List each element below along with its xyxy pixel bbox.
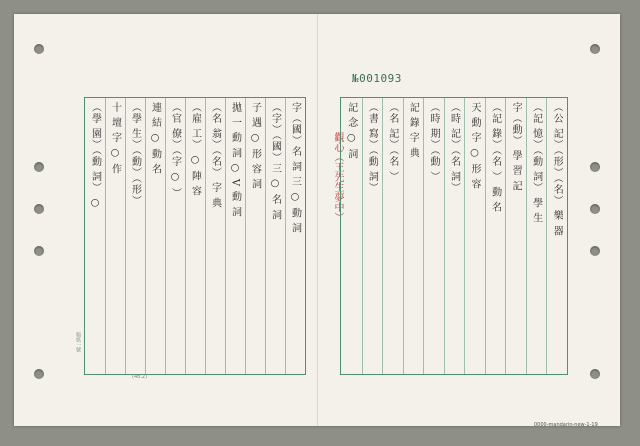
punch-hole [590, 369, 600, 379]
catalog-note: 0000-mandarin-new-1-19 [534, 422, 598, 428]
grid-column-rule [382, 98, 383, 374]
handwritten-column: （學 生）（動）（形） [129, 102, 141, 207]
handwritten-column: （雇 工） ○ 陣 容 [189, 102, 201, 197]
punch-hole [34, 246, 44, 256]
grid-column-rule [265, 98, 266, 374]
handwritten-column: （字）（國）三 ○ 名 詞 [269, 102, 281, 221]
grid-column-rule [125, 98, 126, 374]
handwritten-column: 記 念 ○ 詞 [345, 102, 357, 160]
grid-column-rule [185, 98, 186, 374]
grid-column-rule [444, 98, 445, 374]
handwritten-column: （名 翁）（名） 字 典 [209, 102, 221, 209]
handwritten-column: 拋 一 動 詞 ○ V 動 詞 [229, 102, 241, 218]
center-fold [317, 14, 318, 426]
left-page-grid [84, 97, 306, 375]
handwritten-column: 記 錄 字 典 [407, 102, 419, 159]
sheet-number: №001093 [352, 72, 402, 85]
right-page-grid [340, 97, 568, 375]
grid-column-rule [362, 98, 363, 374]
margin-bottom-label: (48.2) [132, 374, 148, 380]
punch-hole [34, 44, 44, 54]
grid-column-rule [245, 98, 246, 374]
handwritten-column: 字（動） 學 習 記 [510, 102, 522, 192]
punch-hole [34, 162, 44, 172]
margin-label: 稿紙一號 [75, 332, 81, 352]
grid-column-rule [505, 98, 506, 374]
handwritten-column: （學 園）（動 詞） ○ [89, 102, 101, 210]
handwritten-column: （記 憶）（動 詞） 學 生 [530, 102, 542, 224]
punch-hole [34, 369, 44, 379]
grid-column-rule [285, 98, 286, 374]
handwritten-column: （官 僚）（字 ○ ） [169, 102, 181, 199]
punch-hole [590, 246, 600, 256]
handwritten-column: 子 遇 ○ 形 容 詞 [249, 102, 261, 190]
handwritten-column: （時 記）（名 詞） [448, 102, 460, 194]
grid-column-rule [145, 98, 146, 374]
grid-column-rule [225, 98, 226, 374]
grid-column-rule [423, 98, 424, 374]
handwritten-column: 字（國）名 詞 三 ○ 動 詞 [289, 102, 301, 234]
grid-column-rule [165, 98, 166, 374]
handwritten-column: 連 結 ○ 動 名 [149, 102, 161, 175]
handwritten-column: （書 寫）（動 詞） [366, 102, 378, 194]
punch-hole [590, 162, 600, 172]
grid-column-rule [105, 98, 106, 374]
grid-column-rule [526, 98, 527, 374]
red-annotation: 觀心（王先生夢中） [332, 132, 343, 222]
grid-column-rule [485, 98, 486, 374]
handwritten-column: （記 錄）（名 ） 動 名 [489, 102, 501, 213]
grid-column-rule [464, 98, 465, 374]
punch-hole [34, 204, 44, 214]
manuscript-sheet [14, 14, 620, 426]
grid-column-rule [546, 98, 547, 374]
punch-hole [590, 44, 600, 54]
handwritten-column: （公 記）（形）（名） 樂 器 [551, 102, 563, 237]
punch-hole [590, 204, 600, 214]
handwritten-column: 天 動 字 ○ 形 容 [469, 102, 481, 190]
handwritten-column: （時 期）（動 ） [427, 102, 439, 183]
grid-column-rule [205, 98, 206, 374]
handwritten-column: 十 壇 字 ○ 作 [109, 102, 121, 175]
grid-column-rule [403, 98, 404, 374]
handwritten-column: （名 記）（名 ） [386, 102, 398, 183]
